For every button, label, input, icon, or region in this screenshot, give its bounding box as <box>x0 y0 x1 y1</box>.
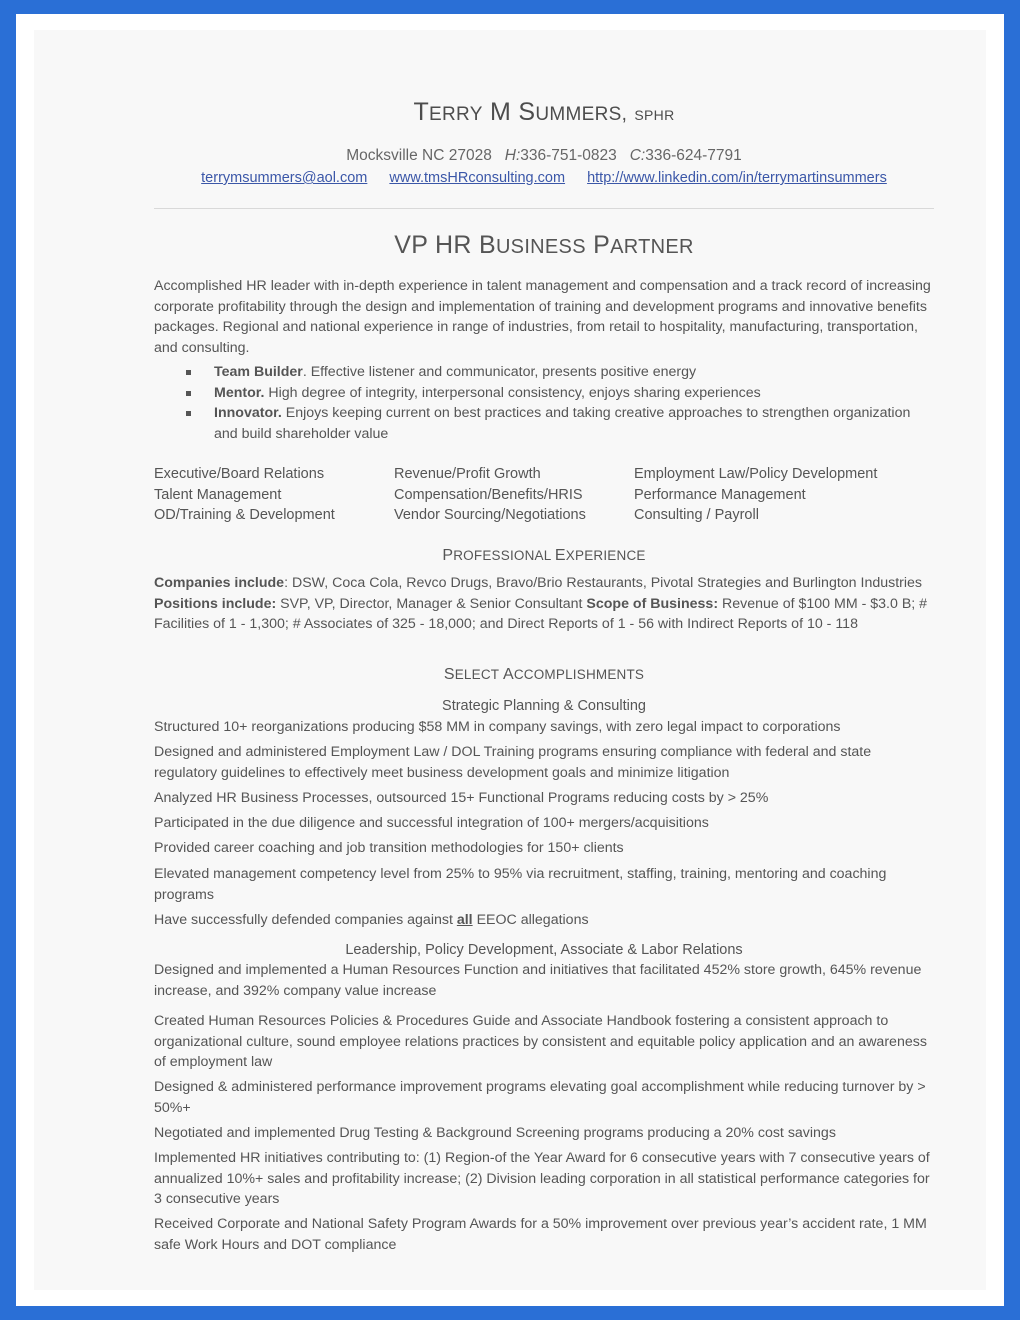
skill-item: Talent Management <box>154 486 282 503</box>
website-link[interactable]: www.tmsHRconsulting.com <box>389 170 566 186</box>
accomplishment-item: Designed & administered performance improvement programs elevating goal accomplishment while reducing turnover by > 50%+ <box>154 1079 926 1116</box>
list-item: Innovator. Enjoys keeping current on best practices and taking creative approaches to strengthen organization and build shareholder value <box>184 403 934 444</box>
credential: SPHR <box>634 107 675 123</box>
accomplishment-item: Participated in the due diligence and successful integration of 100+ mergers/acquisitions <box>154 815 709 831</box>
skill-item: Employment Law/Policy Development <box>634 466 878 482</box>
strengths-list <box>184 362 934 444</box>
accomplishment-item: Analyzed HR Business Processes, outsourced 15+ Functional Programs reducing costs by > 25% <box>154 790 769 806</box>
resume-page <box>34 30 986 1290</box>
accomplishment-item: Designed and implemented a Human Resources Function and initiatives that facilitated 452% store growth, 645% revenue increase, and 392% company value increase <box>154 962 922 999</box>
accomplishment-item: Implemented HR initiatives contributing to: (1) Region-of the Year Award for 6 consecutive years with 7 consecutive years of annualized 10%+ sales and profitability increase; (2) Division leading corporation in all statistical performance categories for 3 consecutive years <box>154 1150 930 1207</box>
skill-item: Executive/Board Relations <box>154 466 325 482</box>
contact-line: Mocksville NC 27028 H:336-751-0823 C:336-624-7791 <box>346 147 742 164</box>
experience-heading: PROFESSIONAL EXPERIENCE <box>442 547 646 564</box>
skills-grid <box>154 464 934 526</box>
email-link[interactable]: terrymsummers@aol.com <box>201 170 368 186</box>
candidate-name: TERRY M SUMMERS, SPHR <box>413 98 675 126</box>
role-title: VP HR BUSINESS PARTNER <box>394 231 694 259</box>
skill-item: Performance Management <box>634 486 806 503</box>
city: Mocksville NC 27028 <box>346 147 492 164</box>
skill-item: OD/Training & Development <box>154 507 335 523</box>
accomplishment-item: Have successfully defended companies against all EEOC allegations <box>154 912 589 928</box>
accomplishment-item: Negotiated and implemented Drug Testing & Background Screening programs producing a 20% cost savings <box>154 1125 836 1141</box>
cell-phone: 336-624-7791 <box>645 147 742 164</box>
strategic-planning-heading: Strategic Planning & Consulting <box>442 698 646 714</box>
header-divider <box>154 208 934 209</box>
accomplishment-item: Elevated management competency level from 25% to 95% via recruitment, staffing, training, mentoring and coaching programs <box>154 866 887 903</box>
list-item: Team Builder. Effective listener and communicator, presents positive energy <box>184 362 934 383</box>
skill-item: Compensation/Benefits/HRIS <box>394 486 583 503</box>
accomplishments-heading: SELECT ACCOMPLISHMENTS <box>443 666 645 683</box>
leadership-heading: Leadership, Policy Development, Associate & Labor Relations <box>345 942 743 958</box>
skill-item: Revenue/Profit Growth <box>394 466 541 482</box>
experience-summary: Companies include: DSW, Coca Cola, Revco Drugs, Bravo/Brio Restaurants, Pivotal Strategies and Burlington Industries Positions include: SVP, VP, Director, Manager & Senior Consultant Scope of Business: Revenue of $100 MM - $3.0 B; # Facilities of 1 - 1,300; # Associates of 325 - 18,000; and Direct Reports of 1 - 56 with Indirect Reports of 10 - 118 <box>154 575 928 632</box>
skill-item: Vendor Sourcing/Negotiations <box>394 507 586 523</box>
list-item: Mentor. High degree of integrity, interpersonal consistency, enjoys sharing experiences <box>184 383 934 404</box>
summary-paragraph: Accomplished HR leader with in-depth experience in talent management and compensation and a track record of increasing corporate profitability through the design and implementation of training and development programs and innovative benefits packages. Regional and national experience in range of industries, from retail to hospitality, manufacturing, transportation, and consulting. <box>154 278 931 356</box>
accomplishment-item: Received Corporate and National Safety Program Awards for a 50% improvement over previous year’s accident rate, 1 MM safe Work Hours and DOT compliance <box>154 1216 927 1253</box>
accomplishment-item: Designed and administered Employment Law / DOL Training programs ensuring compliance with federal and state regulatory guidelines to effectively meet business development goals and minimize litigation <box>154 744 872 781</box>
skill-item: Consulting / Payroll <box>634 507 759 523</box>
home-phone: 336-751-0823 <box>520 147 617 164</box>
accomplishment-item: Provided career coaching and job transition methodologies for 150+ clients <box>154 840 624 856</box>
accomplishment-item: Created Human Resources Policies & Procedures Guide and Associate Handbook fostering a consistent approach to organizational culture, sound employee relations practices by consistent and equitable policy application and an awareness of employment law <box>154 1013 927 1070</box>
linkedin-link[interactable]: http://www.linkedin.com/in/terrymartinsummers <box>587 170 887 186</box>
contact-links <box>154 168 934 189</box>
accomplishment-item: Structured 10+ reorganizations producing $58 MM in company savings, with zero legal impact to corporations <box>154 719 841 735</box>
